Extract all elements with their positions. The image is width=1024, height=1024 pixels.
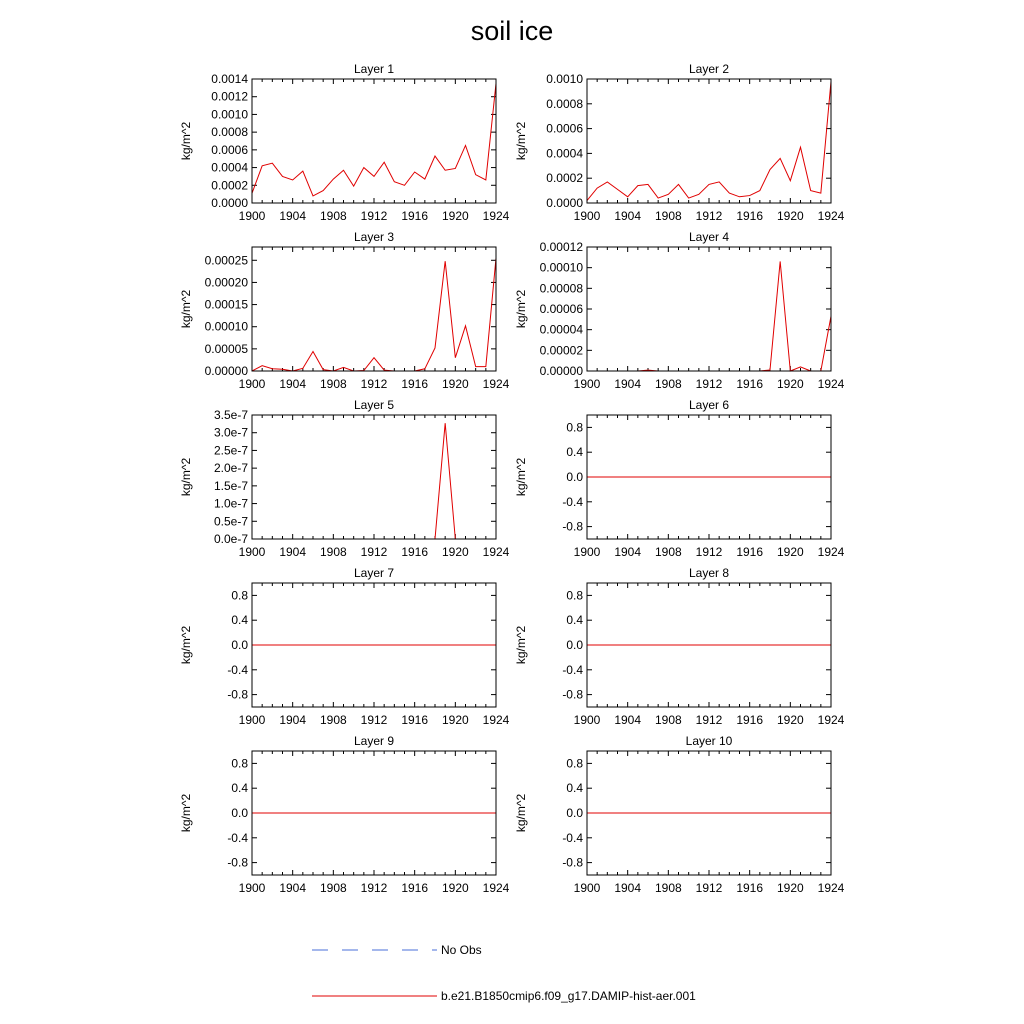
x-tick-label: 1912 — [695, 881, 723, 895]
y-tick-label: 1.5e-7 — [213, 478, 248, 493]
y-tick-label: -0.8 — [227, 855, 248, 870]
plot-frame — [252, 79, 496, 203]
x-tick-label: 1920 — [776, 545, 804, 559]
y-tick-label: 0.0004 — [546, 146, 583, 161]
x-tick-label: 1908 — [319, 713, 347, 727]
y-tick-label: -0.4 — [227, 662, 248, 677]
y-tick-label: 1.0e-7 — [213, 496, 248, 511]
y-tick-label: 0.00000 — [539, 364, 583, 378]
y-tick-label: -0.8 — [562, 519, 583, 534]
y-tick-label: 0.4 — [566, 781, 583, 796]
y-tick-label: 0.0010 — [546, 72, 583, 86]
y-tick-label: 0.5e-7 — [213, 514, 248, 529]
chart-panel-7 — [179, 566, 510, 727]
chart-title: Layer 1 — [353, 62, 395, 76]
x-tick-label: 1912 — [360, 881, 388, 895]
x-tick-label: 1900 — [573, 881, 601, 895]
x-tick-label: 1920 — [441, 713, 469, 727]
y-axis-label: kg/m^2 — [514, 289, 528, 329]
chart-panel-9 — [179, 734, 510, 895]
x-tick-label: 1916 — [736, 713, 764, 727]
chart-title: Layer 3 — [353, 230, 395, 244]
y-tick-label: 0.8 — [231, 756, 248, 771]
x-tick-label: 1924 — [482, 713, 510, 727]
y-tick-label: 0.0010 — [211, 107, 248, 122]
x-tick-label: 1904 — [279, 881, 307, 895]
x-tick-label: 1920 — [441, 881, 469, 895]
y-tick-label: 0.00020 — [204, 275, 248, 290]
x-tick-label: 1924 — [482, 545, 510, 559]
chart-title: Layer 7 — [353, 566, 395, 580]
x-tick-label: 1904 — [614, 881, 642, 895]
x-tick-label: 1912 — [695, 713, 723, 727]
x-tick-label: 1900 — [573, 209, 601, 223]
y-tick-label: -0.4 — [562, 830, 583, 845]
x-tick-label: 1924 — [482, 881, 510, 895]
x-tick-label: 1904 — [279, 209, 307, 223]
y-axis-label: kg/m^2 — [179, 289, 193, 329]
x-tick-label: 1904 — [614, 545, 642, 559]
x-tick-label: 1924 — [817, 377, 845, 391]
y-tick-label: 0.0008 — [546, 96, 583, 111]
chart-title: Layer 8 — [688, 566, 730, 580]
y-tick-label: 0.00015 — [204, 297, 248, 312]
x-tick-label: 1912 — [360, 377, 388, 391]
y-tick-label: -0.8 — [227, 687, 248, 702]
x-tick-label: 1916 — [401, 881, 429, 895]
y-tick-label: 0.00005 — [204, 341, 248, 356]
x-tick-label: 1908 — [319, 881, 347, 895]
x-tick-label: 1920 — [776, 713, 804, 727]
y-axis-label: kg/m^2 — [179, 793, 193, 833]
y-tick-label: 0.0 — [566, 806, 583, 820]
y-tick-label: 0.8 — [566, 756, 583, 771]
x-tick-label: 1904 — [614, 377, 642, 391]
chart-panel-3 — [179, 230, 510, 391]
plot-frame — [587, 247, 831, 371]
chart-title: Layer 5 — [353, 398, 395, 412]
chart-panel-2 — [514, 62, 845, 223]
x-tick-label: 1904 — [279, 377, 307, 391]
y-tick-label: 0.00012 — [539, 240, 583, 254]
y-tick-label: 0.0004 — [211, 160, 248, 175]
y-tick-label: 0.0002 — [211, 178, 248, 193]
x-tick-label: 1908 — [319, 377, 347, 391]
x-tick-label: 1924 — [817, 209, 845, 223]
y-tick-label: 0.0006 — [546, 121, 583, 136]
x-tick-label: 1916 — [401, 377, 429, 391]
x-tick-label: 1924 — [482, 209, 510, 223]
x-tick-label: 1900 — [238, 209, 266, 223]
y-tick-label: 3.5e-7 — [213, 408, 248, 422]
series-line — [587, 261, 831, 371]
chart-panel-8 — [514, 566, 845, 727]
y-tick-label: 0.0000 — [211, 196, 248, 210]
y-tick-label: 0.00010 — [539, 260, 583, 275]
y-tick-label: 2.0e-7 — [213, 461, 248, 476]
x-tick-label: 1904 — [614, 713, 642, 727]
x-tick-label: 1920 — [441, 545, 469, 559]
y-axis-label: kg/m^2 — [514, 457, 528, 497]
y-axis-label: kg/m^2 — [179, 121, 193, 161]
plot-frame — [252, 415, 496, 539]
x-tick-label: 1908 — [654, 545, 682, 559]
y-tick-label: 3.0e-7 — [213, 425, 248, 440]
x-tick-label: 1904 — [279, 545, 307, 559]
x-tick-label: 1908 — [319, 209, 347, 223]
y-tick-label: 0.0014 — [211, 72, 248, 86]
y-tick-label: 0.0000 — [546, 196, 583, 210]
x-tick-label: 1908 — [654, 881, 682, 895]
y-tick-label: 2.5e-7 — [213, 443, 248, 458]
page-title: soil ice — [470, 16, 554, 46]
y-tick-label: 0.00010 — [204, 319, 248, 334]
x-tick-label: 1912 — [695, 209, 723, 223]
x-tick-label: 1924 — [817, 545, 845, 559]
x-tick-label: 1924 — [817, 881, 845, 895]
y-tick-label: 0.4 — [231, 613, 248, 628]
y-tick-label: 0.0006 — [211, 142, 248, 157]
y-tick-label: 0.0 — [231, 638, 248, 652]
y-tick-label: 0.4 — [231, 781, 248, 796]
x-tick-label: 1916 — [736, 209, 764, 223]
x-tick-label: 1900 — [238, 881, 266, 895]
x-tick-label: 1900 — [238, 713, 266, 727]
y-tick-label: 0.00025 — [204, 253, 248, 268]
x-tick-label: 1924 — [817, 713, 845, 727]
y-axis-label: kg/m^2 — [179, 457, 193, 497]
legend — [312, 943, 696, 1003]
y-tick-label: -0.4 — [227, 830, 248, 845]
x-tick-label: 1912 — [360, 209, 388, 223]
series-line — [587, 81, 831, 200]
legend-label-1: No Obs — [441, 943, 482, 957]
x-tick-label: 1920 — [441, 209, 469, 223]
y-tick-label: 0.0 — [231, 806, 248, 820]
plot-frame — [252, 247, 496, 371]
y-tick-label: 0.0012 — [211, 89, 248, 104]
x-tick-label: 1912 — [360, 545, 388, 559]
y-tick-label: 0.4 — [566, 613, 583, 628]
chart-panel-5 — [179, 398, 510, 559]
x-tick-label: 1916 — [401, 209, 429, 223]
y-tick-label: 0.0 — [566, 470, 583, 484]
x-tick-label: 1916 — [736, 377, 764, 391]
legend-label-2: b.e21.B1850cmip6.f09_g17.DAMIP-hist-aer.001 — [441, 989, 696, 1003]
y-tick-label: 0.00006 — [539, 302, 583, 316]
x-tick-label: 1908 — [319, 545, 347, 559]
y-tick-label: 0.00000 — [204, 364, 248, 378]
x-tick-label: 1916 — [736, 545, 764, 559]
y-tick-label: 0.8 — [231, 588, 248, 603]
series-line — [252, 423, 496, 539]
x-tick-label: 1924 — [482, 377, 510, 391]
x-tick-label: 1908 — [654, 209, 682, 223]
y-axis-label: kg/m^2 — [514, 121, 528, 161]
x-tick-label: 1904 — [279, 713, 307, 727]
x-tick-label: 1912 — [360, 713, 388, 727]
y-tick-label: 0.8 — [566, 420, 583, 435]
x-tick-label: 1900 — [238, 545, 266, 559]
y-tick-label: 0.00002 — [539, 343, 583, 358]
y-tick-label: -0.8 — [562, 687, 583, 702]
series-line — [252, 83, 496, 195]
x-tick-label: 1916 — [736, 881, 764, 895]
y-tick-label: 0.0e-7 — [213, 532, 248, 546]
y-tick-label: 0.0002 — [546, 171, 583, 186]
y-axis-label: kg/m^2 — [514, 793, 528, 833]
x-tick-label: 1920 — [776, 881, 804, 895]
y-tick-label: 0.0 — [566, 638, 583, 652]
y-tick-label: -0.8 — [562, 855, 583, 870]
series-line — [252, 258, 496, 371]
x-tick-label: 1916 — [401, 545, 429, 559]
x-tick-label: 1908 — [654, 713, 682, 727]
chart-panel-1 — [179, 62, 510, 223]
chart-title: Layer 2 — [688, 62, 730, 76]
x-tick-label: 1900 — [573, 377, 601, 391]
x-tick-label: 1916 — [401, 713, 429, 727]
y-axis-label: kg/m^2 — [514, 625, 528, 665]
x-tick-label: 1900 — [238, 377, 266, 391]
y-axis-label: kg/m^2 — [179, 625, 193, 665]
x-tick-label: 1920 — [776, 377, 804, 391]
x-tick-label: 1912 — [695, 377, 723, 391]
x-tick-label: 1920 — [441, 377, 469, 391]
x-tick-label: 1912 — [695, 545, 723, 559]
x-tick-label: 1900 — [573, 713, 601, 727]
chart-title: Layer 4 — [688, 230, 730, 244]
chart-title: Layer 9 — [353, 734, 395, 748]
y-tick-label: 0.0008 — [211, 125, 248, 140]
chart-title: Layer 10 — [685, 734, 733, 748]
chart-panel-4 — [514, 230, 845, 391]
x-tick-label: 1904 — [614, 209, 642, 223]
y-tick-label: 0.00008 — [539, 281, 583, 296]
y-tick-label: 0.8 — [566, 588, 583, 603]
x-tick-label: 1900 — [573, 545, 601, 559]
y-tick-label: -0.4 — [562, 494, 583, 509]
chart-panel-6 — [514, 398, 845, 559]
y-tick-label: -0.4 — [562, 662, 583, 677]
chart-title: Layer 6 — [688, 398, 730, 412]
x-tick-label: 1908 — [654, 377, 682, 391]
chart-panel-10 — [514, 734, 845, 895]
y-tick-label: 0.4 — [566, 445, 583, 460]
y-tick-label: 0.00004 — [539, 322, 583, 337]
x-tick-label: 1920 — [776, 209, 804, 223]
